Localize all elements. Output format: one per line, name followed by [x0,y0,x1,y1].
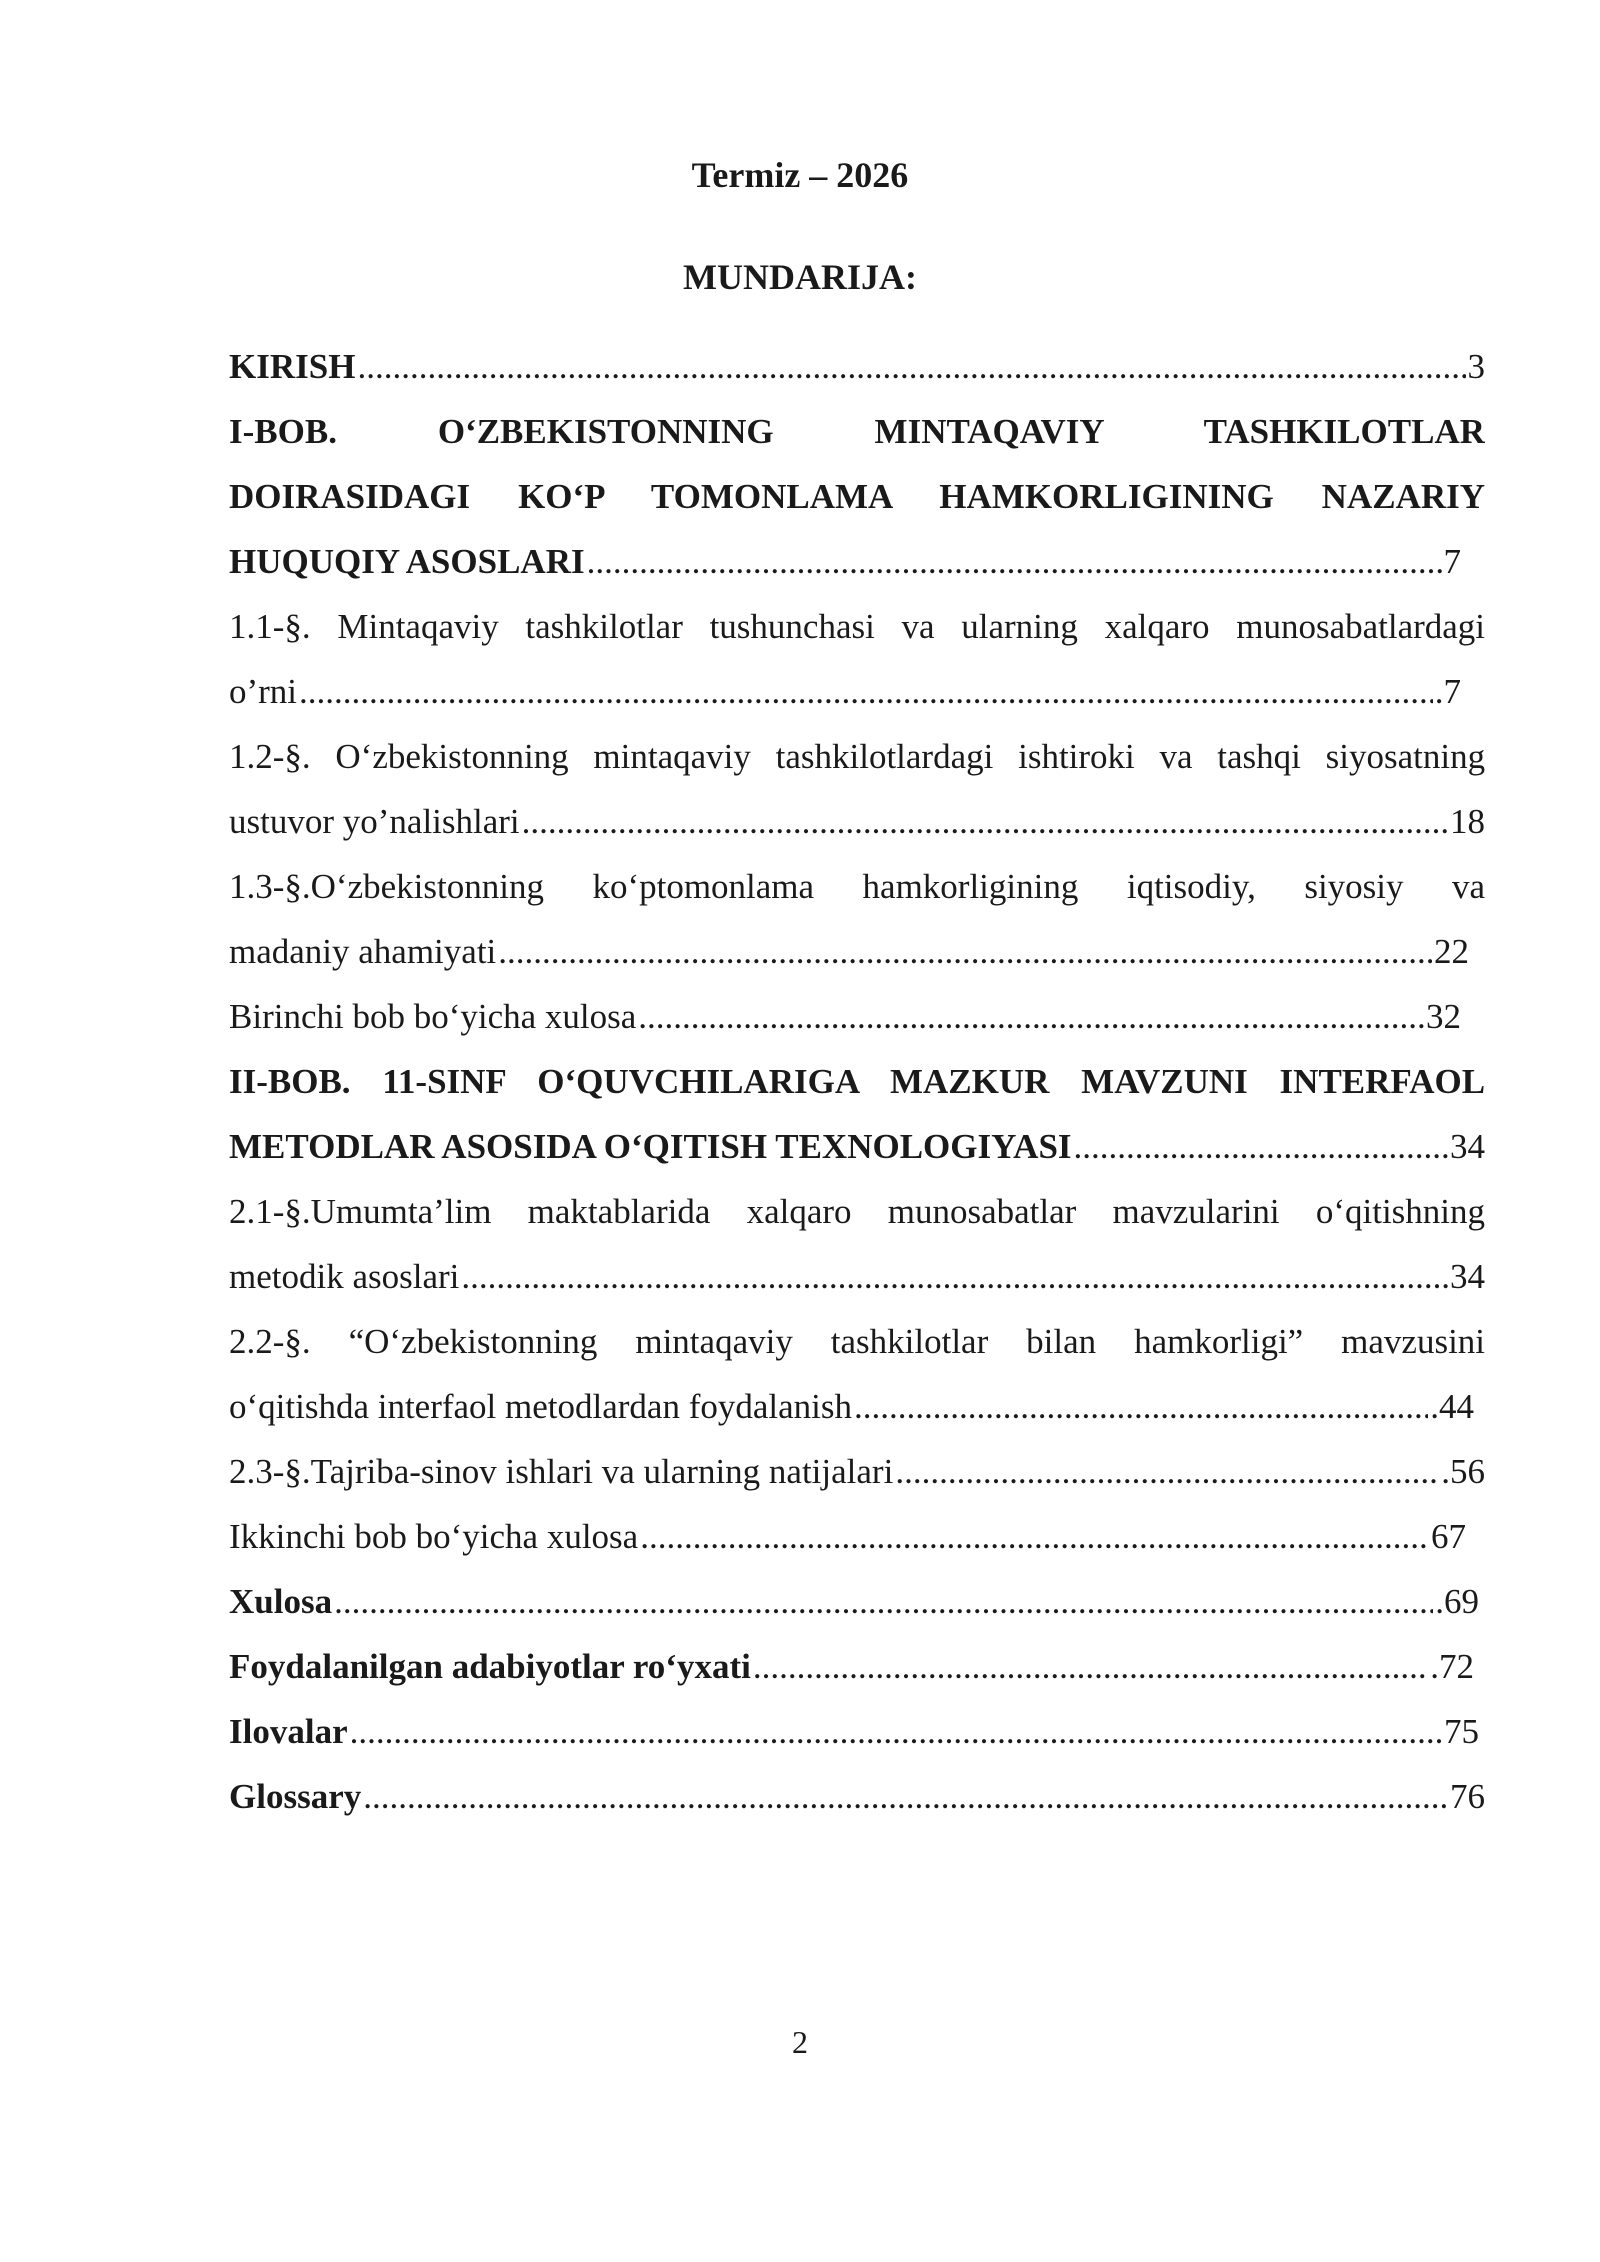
leader-dots [350,1699,1442,1764]
leader-dots [363,1764,1448,1829]
toc-entry-chapter-2-line-1: II-BOB. 11-SINF O‘QUVCHILARIGA MAZKUR MAVZUNI INTERFAOL [229,1062,1485,1101]
toc-entry-bibliography [229,1634,1474,1699]
toc-entry-chapter-1-line-3 [229,529,1461,594]
toc-entry-section-2-2-line-2 [229,1374,1474,1439]
leader-dots [1074,1114,1448,1179]
toc-entry-title: KIRISH [229,347,356,386]
table-of-contents [229,334,1485,1829]
toc-entry-section-1-2-line-1: 1.2-§. O‘zbekistonning mintaqaviy tashkilotlardagi ishtiroki va tashqi siyosatning [229,737,1485,776]
toc-entry-page: 32 [1426,997,1461,1036]
toc-entry-title: Foydalanilgan adabiyotlar ro‘yxati [229,1647,751,1686]
place-year-heading: Termiz – 2026 [691,155,909,195]
leader-dots [640,1504,1429,1569]
toc-entry-page: 18 [1450,802,1485,841]
toc-entry-title: Ilovalar [229,1712,348,1751]
leader-dots [334,1569,1433,1634]
toc-entry-section-2-1-line-2 [229,1244,1485,1309]
toc-entry-page: 34 [1450,1127,1485,1166]
toc-entry-section-1-1-line-2 [229,659,1461,724]
leader-dots [522,789,1448,854]
toc-entry-title: madaniy ahamiyati [229,932,497,971]
toc-entry-page: .56 [1441,1452,1485,1491]
leader-dots [587,529,1442,594]
toc-entry-chapter-2-summary [229,1504,1466,1569]
toc-entry-chapter-1-line-1: I-BOB. O‘ZBEKISTONNING MINTAQAVIY TASHKILOTLAR [229,412,1485,451]
toc-entry-title: Birinchi bob bo‘yicha xulosa [229,997,637,1036]
toc-entry-ilovalar [229,1699,1479,1764]
toc-entry-page: 67 [1431,1517,1466,1556]
toc-entry-title: 2.3-§.Tajriba-sinov ishlari va ularning natijalari [229,1452,894,1491]
toc-entry-page: .7 [1434,672,1461,711]
toc-entry-page: 75 [1444,1712,1479,1751]
leader-dots [753,1634,1428,1699]
toc-entry-page: 7 [1443,542,1461,581]
toc-entry-kirish [229,334,1485,399]
toc-entry-title: HUQUQIY ASOSLARI [229,542,585,581]
toc-title: MUNDARIJA: [683,257,917,297]
toc-entry-chapter-2-line-2 [229,1114,1485,1179]
toc-entry-title: metodik asoslari [229,1257,460,1296]
toc-entry-section-2-1-line-1: 2.1-§.Umumta’lim maktablarida xalqaro munosabatlar mavzularini o‘qitishning [229,1192,1485,1231]
toc-entry-title: ustuvor yo’nalishlari [229,802,520,841]
leader-dots [854,1374,1428,1439]
toc-entry-page: 22 [1434,932,1469,971]
toc-entry-title: Glossary [229,1777,362,1816]
toc-entry-section-1-3-line-1: 1.3-§.O‘zbekistonning ko‘ptomonlama hamkorligining iqtisodiy, siyosiy va [229,867,1485,906]
toc-entry-chapter-1-line-2: DOIRASIDAGI KO‘P TOMONLAMA HAMKORLIGINING NAZARIY [229,477,1485,516]
page-number: 2 [792,2024,808,2060]
leader-dots [638,984,1424,1049]
toc-entry-section-1-1-line-1: 1.1-§. Mintaqaviy tashkilotlar tushunchasi va ularning xalqaro munosabatlardagi [229,607,1485,646]
leader-dots [357,334,1465,399]
toc-entry-title: o’rni [229,672,298,711]
toc-entry-page: 3 [1467,347,1485,386]
toc-entry-section-1-2-line-2 [229,789,1485,854]
toc-entry-page: .69 [1435,1582,1479,1621]
toc-entry-section-2-2-line-1: 2.2-§. “O‘zbekistonning mintaqaviy tashkilotlar bilan hamkorligi” mavzusini [229,1322,1485,1361]
leader-dots [498,919,1432,984]
leader-dots [895,1439,1439,1504]
toc-entry-page: .72 [1430,1647,1474,1686]
toc-entry-glossary [229,1764,1485,1829]
toc-entry-title: Ikkinchi bob bo‘yicha xulosa [229,1517,639,1556]
leader-dots [461,1244,1439,1309]
toc-entry-page: .44 [1430,1387,1474,1426]
toc-entry-section-2-3 [229,1439,1485,1504]
toc-entry-title: o‘qitishda interfaol metodlardan foydalanish [229,1387,853,1426]
toc-entry-xulosa [229,1569,1479,1634]
toc-entry-page: 76 [1450,1777,1485,1816]
toc-entry-title: METODLAR ASOSIDA O‘QITISH TEXNOLOGIYASI [229,1127,1072,1166]
leader-dots [299,659,1433,724]
toc-entry-page: .34 [1441,1257,1485,1296]
toc-entry-chapter-1-summary [229,984,1461,1049]
toc-entry-section-1-3-line-2 [229,919,1469,984]
toc-entry-title: Xulosa [229,1582,333,1621]
